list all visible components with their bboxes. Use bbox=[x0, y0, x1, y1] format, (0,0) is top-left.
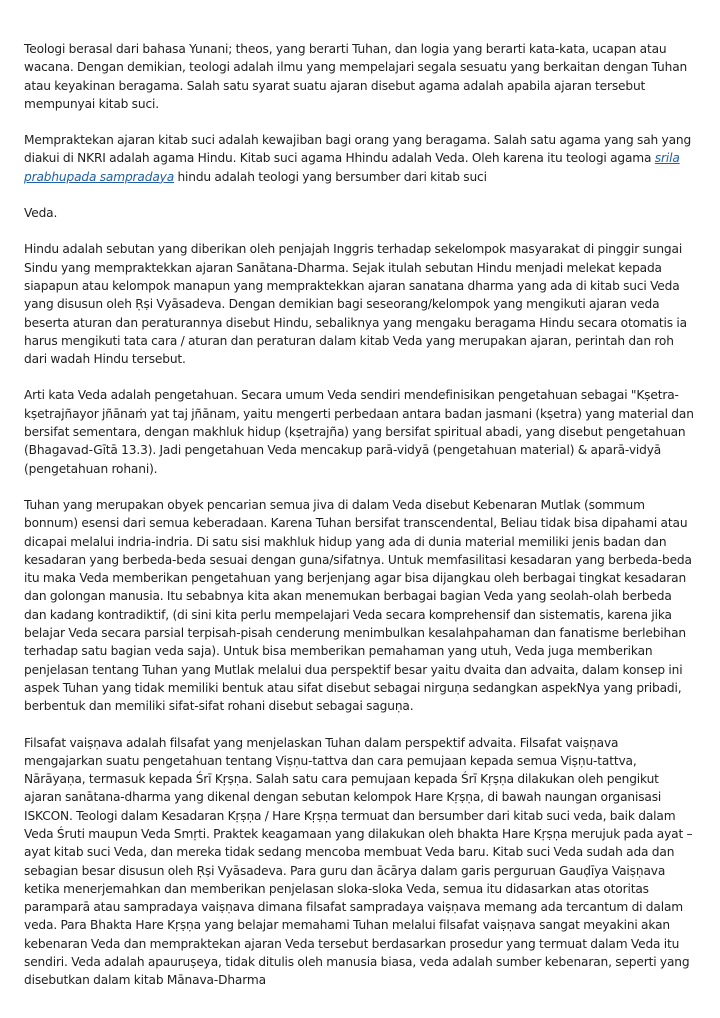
paragraph-hindu-definition: Hindu adalah sebutan yang diberikan oleh penjajah Inggris terhadap sekelompok masyarakat di pinggir sungai Sindu yang mempraktekkan ajaran Sanātana-Dharma. Sejak itulah sebutan Hindu menjadi melekat kepada siapapun atau kelompok manapun yang mempraktekkan ajaran sanatana dharma yang ada di kitab suci Veda yang disusun oleh Ṛṣi Vyāsadeva. Dengan demikian bagi seseorang/kelompok yang mengikuti ajaran veda beserta aturan dan peraturannya disebut Hindu, sebaliknya yang mengaku beragama Hindu secara otomatis ia harus mengikuti tata cara / aturan dan peraturan dalam kitab Veda yang merupakan ajaran, perintah dan roh dari wadah Hindu tersebut. bbox=[24, 242, 687, 367]
paragraph-text-before-link: Mempraktekan ajaran kitab suci adalah kewajiban bagi orang yang beragama. Salah satu agama yang sah yang diakui di NKRI adalah agama Hindu. Kitab suci agama Hhindu adalah Veda. Oleh karena itu teologi agama bbox=[24, 133, 692, 166]
srila-prabhupada-sampradaya-link[interactable]: srila prabhupada sampradaya bbox=[24, 151, 680, 184]
paragraph-arti-veda: Arti kata Veda adalah pengetahuan. Secara umum Veda sendiri mendefinisikan pengetahuan sebagai "Kṣetra-kṣetrajñayor jñānaṁ yat taj jñānam, yaitu mengerti perbedaan antara badan jasmani (kṣetra) yang material dan bersifat sementara, dengan makhluk hidup (kṣetrajña) yang bersifat spiritual abadi, yang disebut pengetahuan (Bhagavad-Gītā 13.3). Jadi pengetahuan Veda mencakup parā-vidyā (pengetahuan material) & aparā-vidyā (pengetahuan rohani). bbox=[24, 388, 694, 476]
paragraph-teologi-definition: Teologi berasal dari bahasa Yunani; theos, yang berarti Tuhan, dan logia yang berarti kata-kata, ucapan atau wacana. Dengan demikian, teologi adalah ilmu yang mempelajari segala sesuatu yang berkaitan dengan Tuhan atau keyakinan beragama. Salah satu syarat suatu ajaran disebut agama adalah apabila ajaran tersebut mempunyai kitab suci. bbox=[24, 42, 688, 111]
paragraph-kitab-suci bbox=[24, 131, 696, 186]
paragraph-text-after-link: hindu adalah teologi yang bersumber dari kitab suci bbox=[174, 169, 487, 184]
paragraph-filsafat-vaisnava: Filsafat vaiṣṇava adalah filsafat yang menjelaskan Tuhan dalam perspektif advaita. Filsafat vaiṣṇava mengajarkan suatu pengetahuan tentang Viṣṇu-tattva dan cara pemujaan kepada semua Viṣṇu-tattva, Nārāyaṇa, termasuk kepada Śrī Kṛṣṇa. Salah satu cara pemujaan kepada Śrī Kṛṣṇa dilakukan oleh pengikut ajaran sanātana-dharma yang dikenal dengan sebutan kelompok Hare Kṛṣṇa, di bawah naungan organisasi ISKCON. Teologi dalam Kesadaran Kṛṣṇa / Hare Kṛṣṇa termuat dan bersumber dari kitab suci veda, baik dalam Veda Śruti maupun Veda Smṛti. Praktek keagamaan yang dilakukan oleh bhakta Hare Kṛṣṇa merujuk pada ayat –ayat kitab suci Veda, dan mereka tidak sedang mencoba membuat Veda baru. Kitab suci Veda sudah ada dan sebagian besar disusun oleh Ṛṣi Vyāsadeva. Para guru dan ācārya dalam garis perguruan Gauḍīya Vaiṣṇava ketika menerjemahkan dan memberikan penjelasan sloka-sloka Veda, semua itu didasarkan atas otoritas paramparā atau sampradaya vaiṣṇava dimana filsafat sampradaya vaiṣṇava memang ada tercantum di dalam veda. Para Bhakta Hare Kṛṣṇa yang belajar memahami Tuhan melalui filsafat vaiṣṇava sangat meyakini akan kebenaran Veda dan mempraktekan ajaran Veda tersebut berdasarkan prosedur yang termuat dalam Veda itu sendiri. Veda adalah apauruṣeya, tidak ditulis oleh manusia biasa, veda adalah sumber kebenaran, seperti yang disebutkan dalam kitab Mānava-Dharma bbox=[24, 735, 693, 988]
paragraph-veda: Veda. bbox=[24, 206, 58, 221]
paragraph-kebenaran-mutlak: Tuhan yang merupakan obyek pencarian semua jiva di dalam Veda disebut Kebenaran Mutlak (sommum bonnum) esensi dari semua keberadaan. Karena Tuhan bersifat transcendental, Beliau tidak bisa dipahami atau dicapai melalui indria-indria. Di satu sisi makhluk hidup yang ada di dunia material memiliki jenis badan dan kesadaran yang berbeda-beda sesuai dengan guna/sifatnya. Untuk memfasilitasi kesadaran yang berbeda-beda itu maka Veda memberikan pengetahuan yang berjenjang agar bisa dijangkau oleh berbagai tingkat kesadaran dan golongan manusia. Itu sebabnya kita akan menemukan berbagai bagian Veda yang seolah-olah berbeda dan kadang kontradiktif, (di sini kita perlu mempelajari Veda secara komprehensif dan sistematis, karena jika belajar Veda secara parsial terpisah-pisah cenderung menimbulkan kesalahpahaman dan fanatisme berlebihan terhadap satu bagian veda saja). Untuk bisa memberikan pemahaman yang utuh, Veda juga memberikan penjelasan tentang Tuhan yang Mutlak melalui dua perspektif besar yaitu dvaita dan advaita, dalam konsep ini aspek Tuhan yang tidak memiliki bentuk atau sifat disebut sebagai nirguṇa sedangkan aspekNya yang pribadi, berbentuk dan memiliki sifat-sifat rohani disebut sebagai saguṇa. bbox=[24, 497, 692, 714]
